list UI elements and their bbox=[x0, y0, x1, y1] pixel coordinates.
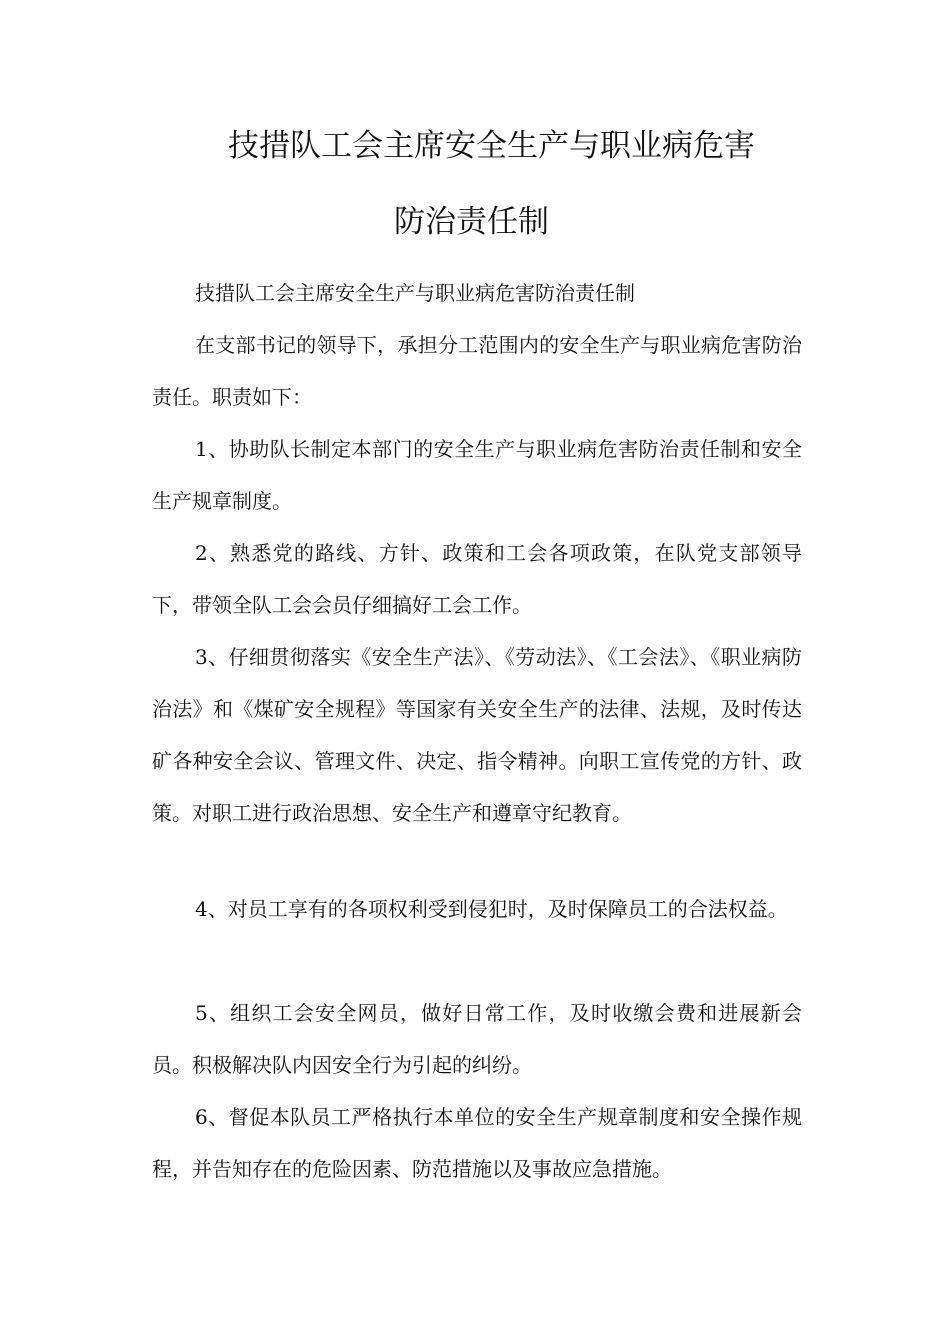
paragraph-duty-6: 6、督促本队员工严格执行本单位的安全生产规章制度和安全操作规程，并告知存在的危险因素、防范措施以及事故应急措施。 bbox=[152, 1105, 802, 1181]
paragraph-duty-2: 2、熟悉党的路线、方针、政策和工会各项政策，在队党支部领导下，带领全队工会会员仔细搞好工会工作。 bbox=[152, 541, 802, 617]
paragraph-duty-1: 1、协助队长制定本部门的安全生产与职业病危害防治责任制和安全生产规章制度。 bbox=[152, 437, 802, 513]
paragraph-intro: 在支部书记的领导下，承担分工范围内的安全生产与职业病危害防治责任。职责如下： bbox=[152, 333, 802, 409]
paragraph-duty-4: 4、对员工享有的各项权利受到侵犯时，及时保障员工的合法权益。 bbox=[195, 897, 788, 921]
paragraph-heading-repeat: 技措队工会主席安全生产与职业病危害防治责任制 bbox=[195, 281, 635, 305]
document-title-line-1: 技措队工会主席安全生产与职业病危害 bbox=[228, 128, 755, 164]
paragraph-duty-3: 3、仔细贯彻落实《安全生产法》、《劳动法》、《工会法》、《职业病防治法》和《煤矿安全规程》等国家有关安全生产的法律、法规，及时传达矿各种安全会议、管理文件、决定、指令精神。向职工宣传党的方针、政策。对职工进行政治思想、安全生产和遵章守纪教育。 bbox=[152, 645, 802, 825]
paragraph-duty-5: 5、组织工会安全网员，做好日常工作，及时收缴会费和进展新会员。积极解决队内因安全行为引起的纠纷。 bbox=[152, 1001, 802, 1077]
document-title-line-2: 防治责任制 bbox=[394, 204, 549, 240]
